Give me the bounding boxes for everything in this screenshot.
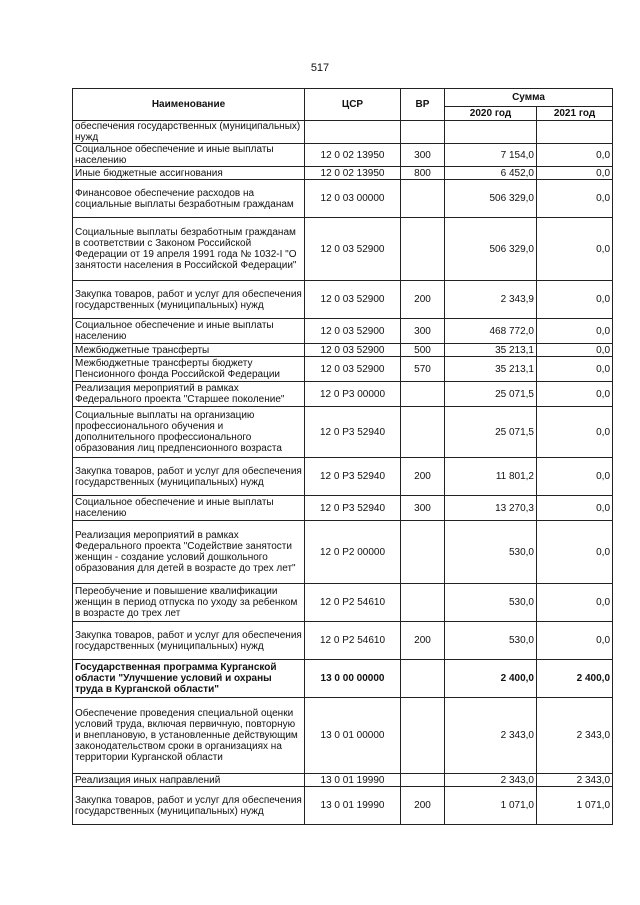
row-name-cell: Закупка товаров, работ и услуг для обеспечения государственных (муниципальных) нужд [73,622,305,660]
row-2021-cell: 0,0 [537,344,613,357]
table-row [73,660,613,698]
table-row [73,319,613,344]
row-2020-cell: 1 071,0 [445,787,537,825]
row-vr-cell: 500 [401,344,445,357]
row-2021-cell: 0,0 [537,407,613,458]
row-2020-cell: 530,0 [445,622,537,660]
row-vr-cell: 800 [401,167,445,180]
table-row [73,458,613,496]
row-vr-cell: 300 [401,144,445,167]
row-csr-cell: 12 0 Р2 54610 [305,622,401,660]
row-vr-cell [401,521,445,584]
row-2021-cell: 2 343,0 [537,698,613,774]
row-2021-cell: 2 400,0 [537,660,613,698]
row-name-cell: Государственная программа Курганской области "Улучшение условий и охраны труда в Курганской области" [73,660,305,698]
row-name-cell: Реализация мероприятий в рамках Федерального проекта "Содействие занятости женщин - создание условий дошкольного образования для детей в возрасте до трех лет" [73,521,305,584]
row-csr-cell: 13 0 01 19990 [305,787,401,825]
row-2020-cell: 530,0 [445,521,537,584]
row-vr-cell [401,218,445,281]
table-row [73,357,613,382]
row-2021-cell: 2 343,0 [537,774,613,787]
row-csr-cell: 12 0 Р3 00000 [305,382,401,407]
row-2020-cell: 506 329,0 [445,180,537,218]
header-2020: 2020 год [445,107,537,121]
table-row [73,698,613,774]
row-vr-cell: 300 [401,319,445,344]
row-name-cell: Закупка товаров, работ и услуг для обеспечения государственных (муниципальных) нужд [73,458,305,496]
row-2021-cell: 0,0 [537,521,613,584]
row-csr-cell: 12 0 03 52900 [305,218,401,281]
row-name-cell: Социальное обеспечение и иные выплаты населению [73,496,305,521]
row-csr-cell: 12 0 Р2 00000 [305,521,401,584]
row-vr-cell [401,774,445,787]
row-name-cell: Финансовое обеспечение расходов на социальные выплаты безработным гражданам [73,180,305,218]
row-csr-cell: 13 0 01 19990 [305,774,401,787]
row-vr-cell: 300 [401,496,445,521]
table-row [73,521,613,584]
row-csr-cell: 13 0 01 00000 [305,698,401,774]
row-csr-cell: 12 0 03 52900 [305,281,401,319]
table-body [73,121,613,825]
row-vr-cell [401,180,445,218]
row-2021-cell: 0,0 [537,458,613,496]
header-sum: Сумма [445,89,613,107]
row-name-cell: Закупка товаров, работ и услуг для обеспечения государственных (муниципальных) нужд [73,787,305,825]
row-csr-cell: 12 0 03 52900 [305,319,401,344]
row-2020-cell: 35 213,1 [445,344,537,357]
header-vr: ВР [401,89,445,121]
budget-table [72,88,613,825]
row-2020-cell: 2 400,0 [445,660,537,698]
table-row [73,167,613,180]
row-vr-cell [401,407,445,458]
row-name-cell: Межбюджетные трансферты бюджету Пенсионного фонда Российской Федерации [73,357,305,382]
row-name-cell: Социальные выплаты на организацию профессионального обучения и дополнительного профессионального образования лиц предпенсионного возраста [73,407,305,458]
row-vr-cell: 570 [401,357,445,382]
row-csr-cell: 13 0 00 00000 [305,660,401,698]
table-row [73,622,613,660]
row-name-cell: Переобучение и повышение квалификации женщин в период отпуска по уходу за ребенком в возрасте до трех лет [73,584,305,622]
table-row [73,407,613,458]
row-csr-cell: 12 0 Р3 52940 [305,458,401,496]
row-csr-cell: 12 0 03 52900 [305,357,401,382]
row-csr-cell: 12 0 02 13950 [305,167,401,180]
row-2020-cell: 2 343,0 [445,774,537,787]
row-vr-cell [401,698,445,774]
row-2020-cell: 530,0 [445,584,537,622]
row-csr-cell: 12 0 Р2 54610 [305,584,401,622]
row-2020-cell: 35 213,1 [445,357,537,382]
table-row [73,774,613,787]
row-2020-cell [445,121,537,144]
row-vr-cell: 200 [401,622,445,660]
row-2020-cell: 11 801,2 [445,458,537,496]
row-vr-cell: 200 [401,787,445,825]
table-row [73,121,613,144]
row-name-cell: обеспечения государственных (муниципальных) нужд [73,121,305,144]
row-2020-cell: 13 270,3 [445,496,537,521]
table-row [73,344,613,357]
row-name-cell: Социальные выплаты безработным гражданам в соответствии с Законом Российской Федерации от 19 апреля 1991 года № 1032-I "О занятости населения в Российской Федерации" [73,218,305,281]
table-row [73,382,613,407]
table-row [73,281,613,319]
row-2020-cell: 6 452,0 [445,167,537,180]
row-2020-cell: 7 154,0 [445,144,537,167]
row-2021-cell: 0,0 [537,357,613,382]
header-csr: ЦСР [305,89,401,121]
row-csr-cell [305,121,401,144]
row-2021-cell [537,121,613,144]
row-2021-cell: 0,0 [537,180,613,218]
table-row [73,787,613,825]
table-row [73,584,613,622]
row-2021-cell: 0,0 [537,584,613,622]
row-vr-cell [401,584,445,622]
row-name-cell: Иные бюджетные ассигнования [73,167,305,180]
row-name-cell: Социальное обеспечение и иные выплаты населению [73,144,305,167]
row-vr-cell [401,382,445,407]
row-vr-cell: 200 [401,281,445,319]
row-2020-cell: 2 343,0 [445,698,537,774]
row-vr-cell [401,121,445,144]
row-name-cell: Социальное обеспечение и иные выплаты населению [73,319,305,344]
header-name: Наименование [73,89,305,121]
row-2021-cell: 0,0 [537,144,613,167]
row-2020-cell: 468 772,0 [445,319,537,344]
row-2021-cell: 0,0 [537,496,613,521]
row-2021-cell: 0,0 [537,167,613,180]
row-name-cell: Реализация иных направлений [73,774,305,787]
row-2021-cell: 0,0 [537,319,613,344]
row-2021-cell: 0,0 [537,281,613,319]
row-2021-cell: 0,0 [537,218,613,281]
row-2020-cell: 506 329,0 [445,218,537,281]
row-2021-cell: 0,0 [537,622,613,660]
table-row [73,218,613,281]
row-csr-cell: 12 0 03 52900 [305,344,401,357]
row-name-cell: Закупка товаров, работ и услуг для обеспечения государственных (муниципальных) нужд [73,281,305,319]
row-2021-cell: 0,0 [537,382,613,407]
table-row [73,180,613,218]
row-csr-cell: 12 0 Р3 52940 [305,496,401,521]
row-vr-cell: 200 [401,458,445,496]
row-2020-cell: 25 071,5 [445,407,537,458]
row-name-cell: Обеспечение проведения специальной оценки условий труда, включая первичную, повторную и внеплановую, в установленные действующим законодательством сроки в организациях на территории Курганской области [73,698,305,774]
header-2021: 2021 год [537,107,613,121]
row-name-cell: Межбюджетные трансферты [73,344,305,357]
row-name-cell: Реализация мероприятий в рамках Федерального проекта "Старшее поколение" [73,382,305,407]
row-csr-cell: 12 0 03 00000 [305,180,401,218]
row-csr-cell: 12 0 Р3 52940 [305,407,401,458]
row-csr-cell: 12 0 02 13950 [305,144,401,167]
table-row [73,496,613,521]
table-row [73,144,613,167]
row-2021-cell: 1 071,0 [537,787,613,825]
row-vr-cell [401,660,445,698]
page-number: 517 [310,62,330,74]
row-2020-cell: 2 343,9 [445,281,537,319]
row-2020-cell: 25 071,5 [445,382,537,407]
